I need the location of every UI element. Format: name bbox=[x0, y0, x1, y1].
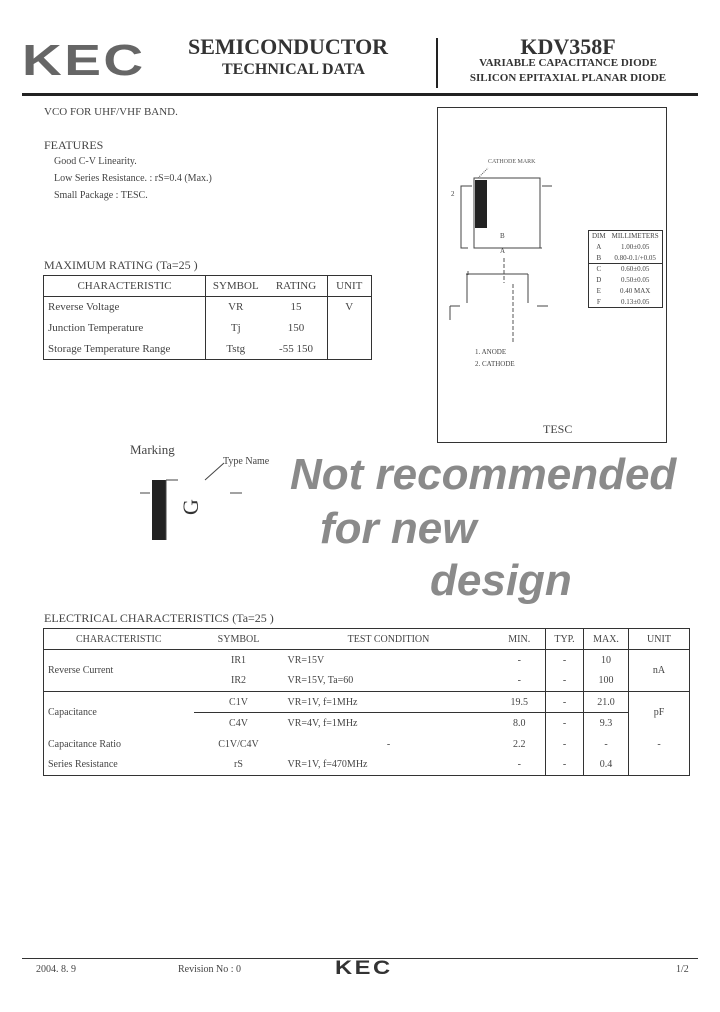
cell: 2.2 bbox=[494, 734, 546, 755]
cathode-mark-label: CATHODE MARK bbox=[488, 159, 536, 165]
package-name: TESC bbox=[543, 422, 573, 436]
cell: VR=15V bbox=[287, 654, 325, 666]
table-row bbox=[44, 339, 372, 360]
cell: - bbox=[546, 692, 584, 713]
cell: VR=15V, Ta=60 bbox=[287, 675, 354, 687]
cell: C1V/C4V bbox=[218, 738, 259, 750]
col-header: MIN. bbox=[494, 629, 546, 650]
cell: 15 bbox=[266, 297, 328, 318]
cell: 21.0 bbox=[584, 692, 629, 713]
max-rating-table bbox=[43, 275, 372, 360]
feature-item: Small Package : TESC. bbox=[54, 190, 148, 201]
table-row bbox=[44, 755, 690, 776]
dim-label: A bbox=[500, 247, 506, 255]
cell: - bbox=[546, 713, 584, 734]
cell: - bbox=[546, 755, 584, 776]
cell: Junction Temperature bbox=[44, 318, 206, 339]
cell: VR=4V, f=1MHz bbox=[287, 717, 358, 729]
pin-2-label: 2. CATHODE bbox=[475, 360, 515, 368]
cell: nA bbox=[652, 665, 666, 676]
col-header: UNIT bbox=[647, 633, 671, 645]
table-row bbox=[44, 318, 372, 339]
cell: 0.13±0.05 bbox=[620, 297, 650, 306]
cell: 0.80-0.1/+0.05 bbox=[614, 253, 656, 262]
cell: 10 bbox=[584, 650, 629, 671]
col-header: MAX. bbox=[584, 629, 629, 650]
cell: Tj bbox=[230, 322, 241, 334]
cell: 0.60±0.05 bbox=[620, 265, 650, 274]
cell: Tstg bbox=[226, 342, 246, 355]
cell: IR1 bbox=[231, 654, 246, 666]
col-header: CHARACTERISTIC bbox=[44, 276, 206, 297]
kec-logo: KEC bbox=[22, 36, 146, 85]
feature-item: Low Series Resistance. : rS=0.4 (Max.) bbox=[54, 173, 212, 184]
elec-title: ELECTRICAL CHARACTERISTICS (Ta=25 ) bbox=[44, 611, 274, 625]
cell: 9.3 bbox=[584, 713, 629, 734]
cell: VR bbox=[228, 301, 244, 314]
cell: D bbox=[596, 276, 602, 284]
cell: C bbox=[596, 265, 602, 274]
watermark-line-3: design bbox=[430, 556, 572, 605]
watermark-line-1: Not recommended bbox=[290, 450, 677, 499]
cell: 0.4 bbox=[584, 755, 629, 776]
footer-revision: Revision No : 0 bbox=[178, 964, 242, 975]
cell: A bbox=[596, 243, 602, 251]
electrical-table bbox=[43, 628, 690, 776]
cell: 0.50±0.05 bbox=[620, 276, 650, 284]
cell: 1.00±0.05 bbox=[620, 243, 650, 251]
features-title: FEATURES bbox=[44, 138, 104, 152]
cell: - bbox=[386, 738, 391, 750]
cell: F bbox=[596, 297, 601, 306]
col-header: SYMBOL bbox=[212, 280, 259, 292]
part-desc-2: SILICON EPITAXIAL PLANAR DIODE bbox=[469, 72, 667, 84]
col-header: RATING bbox=[266, 276, 328, 297]
page-number: 1/2 bbox=[676, 964, 689, 975]
cell: 19.5 bbox=[494, 692, 546, 713]
pin-1-label: 1. ANODE bbox=[475, 348, 507, 356]
footer-kec-logo: KEC bbox=[335, 958, 393, 979]
cell: - bbox=[494, 755, 546, 776]
cell: VR=1V, f=1MHz bbox=[287, 696, 358, 708]
cell: Reverse Current bbox=[48, 665, 114, 676]
table-row bbox=[44, 650, 690, 671]
marking-code: G bbox=[177, 499, 203, 515]
header-subtitle: TECHNICAL DATA bbox=[222, 61, 365, 78]
cell bbox=[629, 755, 690, 776]
cell: IR2 bbox=[231, 675, 246, 687]
dimension-table bbox=[588, 230, 663, 308]
cell: - bbox=[546, 671, 584, 692]
footer-date: 2004. 8. 9 bbox=[36, 964, 76, 975]
header-title: SEMICONDUCTOR bbox=[188, 34, 389, 59]
table-row bbox=[44, 692, 690, 713]
feature-item: Good C-V Linearity. bbox=[54, 156, 137, 167]
pin-label: 2 bbox=[451, 190, 455, 198]
cell: V bbox=[345, 301, 354, 314]
cell: - bbox=[494, 671, 546, 692]
col-header: TEST CONDITION bbox=[347, 633, 430, 645]
cell: Series Resistance bbox=[48, 759, 118, 771]
header-rule bbox=[22, 93, 698, 96]
cell: B bbox=[596, 253, 602, 262]
col-header: TYP. bbox=[546, 629, 584, 650]
cell: -55 150 bbox=[266, 339, 328, 360]
cell: Storage Temperature Range bbox=[44, 339, 206, 360]
cell: - bbox=[584, 734, 629, 755]
cell bbox=[327, 318, 371, 339]
dim-label: B bbox=[500, 232, 505, 240]
type-name-label: Type Name bbox=[223, 456, 270, 467]
cell: DIM bbox=[592, 232, 606, 241]
cell: 150 bbox=[266, 318, 328, 339]
cell: Capacitance bbox=[48, 707, 97, 719]
table-row bbox=[44, 734, 690, 755]
cell: - bbox=[494, 650, 546, 671]
table-row bbox=[44, 297, 372, 318]
cell: E bbox=[596, 287, 601, 295]
cell: 8.0 bbox=[494, 713, 546, 734]
cell bbox=[327, 339, 371, 360]
cell: 0.40 MAX bbox=[619, 287, 651, 295]
col-header: UNIT bbox=[336, 280, 363, 292]
cell: - bbox=[546, 734, 584, 755]
package-outline-box bbox=[437, 107, 667, 443]
col-header: CHARACTERISTIC bbox=[75, 633, 162, 645]
application-text: VCO FOR UHF/VHF BAND. bbox=[44, 106, 178, 118]
cell: 100 bbox=[584, 671, 629, 692]
marking-title: Marking bbox=[130, 442, 175, 457]
max-rating-title: MAXIMUM RATING (Ta=25 ) bbox=[44, 258, 198, 272]
part-number: KDV358F bbox=[520, 34, 616, 59]
watermark-line-2: for new bbox=[320, 504, 477, 553]
cell: C4V bbox=[229, 717, 248, 729]
cell: rS bbox=[234, 759, 243, 771]
cell: Reverse Voltage bbox=[44, 297, 206, 318]
cell: Capacitance Ratio bbox=[48, 738, 122, 750]
col-header: SYMBOL bbox=[217, 633, 260, 645]
cell: C1V bbox=[229, 696, 248, 708]
cell: VR=1V, f=470MHz bbox=[287, 759, 368, 771]
cell: - bbox=[546, 650, 584, 671]
cell: pF bbox=[653, 707, 665, 719]
cell: - bbox=[657, 738, 661, 750]
cell: MILLIMETERS bbox=[611, 232, 659, 241]
part-desc-1: VARIABLE CAPACITANCE DIODE bbox=[479, 57, 657, 69]
